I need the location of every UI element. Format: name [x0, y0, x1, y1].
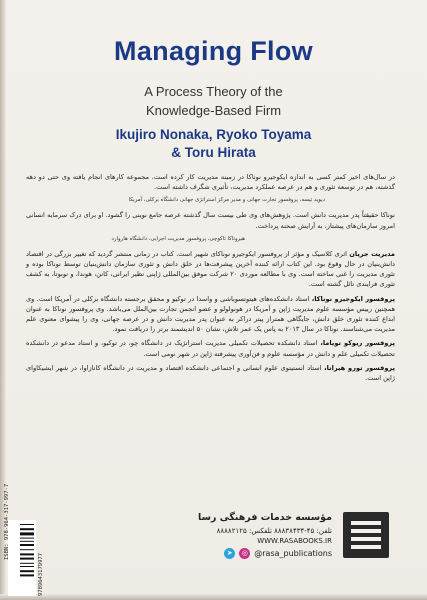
barcode-bar — [20, 570, 34, 572]
blurb-quote-source-1: دیوید تیسه، پروفسور تجارت جهانی و مدیر مرکز استراتژی جهانی دانشگاه برکلی، آمریکا — [128, 197, 325, 204]
logo-stripe — [351, 529, 381, 533]
blurb-paragraph-2: نوناکا حقیقتاً پدر مدیریت دانش است. پژوهش‌های وی طی بیست سال گذشته عرصه جامع نوینی را گشود. او برای درک سرمایه انسانی امروز سازمان‌های پیشتاز، به آرایش صحنه پرداخت. — [26, 211, 395, 230]
barcode-bar — [20, 544, 34, 546]
publisher-social-handle[interactable]: @rasa_publications — [254, 549, 332, 558]
barcode-bar — [20, 558, 34, 560]
publisher-social — [82, 548, 332, 559]
blurb-paragraph-1: در سال‌های اخیر کمتر کسی به اندازه ایکوجیرو نوناکا در زمینه مدیریت کار کرده است. مجموعه کارهای انجام یافته وی حتی دو دهه گذشته، هم در توسعه تئوری و هم در عرصه عملکرد مدیریت، تأثیری شگرف داشته است. — [26, 173, 395, 192]
blurb-paragraph-6 — [26, 363, 395, 383]
barcode-bars — [8, 520, 36, 596]
publisher-phone: تلفن: ۴۵-۸۸۸۳۸۴۳۴ تلفکس: ۸۸۸۸۲۱۲۵ — [216, 527, 332, 535]
blurb-label-4: پروفسور ایکوجیرو نوناکا، — [311, 294, 395, 303]
page-edge-bottom — [0, 594, 427, 600]
barcode-bar — [20, 563, 34, 564]
barcode-bar — [20, 566, 34, 567]
publisher-logo — [343, 512, 389, 558]
authors-line-1: Ikujiro Nonaka, Ryoko Toyama — [115, 127, 312, 142]
barcode-bar — [20, 532, 34, 535]
logo-stripe — [351, 521, 381, 525]
publisher-website[interactable]: WWW.RASABOOKS.IR — [257, 537, 332, 545]
blurb-text-3: اثری کلاسیک و مؤثر از پروفسور ایکوجیرو نوناکای شهیر است. کتاب در زمانی منتشر گردید که تغییر بزرگی در اقتصاد دانش‌بنیان در حال وقوع بود. این کتاب ارائه کننده آخرین پیشرفت‌ها در خلق دانش و تئوری سازمان دانش‌بنیان توسط نوناکا بوده و تئوری مدیریت را غنی ساخته است. وی با مطالعه موردی ۲۰ شرکت موفق بین‌المللی ژاپنی نظیر ایرانی، کانن، هوندا، و نوبوتا، به کشف تئوری فرایندی نائل گشته است. — [26, 249, 395, 289]
subtitle-line-1: A Process Theory of the — [144, 84, 283, 99]
barcode-bar — [20, 574, 34, 576]
subtitle-line-2: Knowledge-Based Firm — [145, 103, 282, 118]
barcode-digits: 9789643179977 — [38, 552, 44, 596]
book-subtitle — [0, 82, 427, 120]
blurb-paragraph-3 — [26, 249, 395, 290]
blurb-label-6: پروفسور تورو هیراتا، — [324, 363, 395, 372]
blurb-paragraph-5 — [26, 338, 395, 358]
blurb-text-4: استاد دانشکده‌های هیتوتسوباشی و واسدا در توکیو و محقق برجسته دانشگاه برکلی در آمریکا است. وی همچنین رییس مؤسسه علوم مدیریت ژاپن و آمریکا در هونولولو و عضو انجمن تجارت بین‌الملل می‌باشد. وی پروفسور نوناکا به عنوان ابداع کننده تئوری خلق دانش، جایگاهی همتراز پیتر دراکر به عنوان پدر مدیریت دانش و در عرصه جهانی، وی را پیشوای معنوی علم مدیریت می‌شناسند. نوناکا در سال ۲۰۱۳ به پاس یک عمر تلاش، نشان ۵۰ اندیشمند برتر را دریافت نمود. — [26, 294, 395, 334]
barcode-bar — [20, 538, 34, 539]
blurb-text — [26, 172, 395, 387]
blurb-label-5: پروفسور ریوکو تویاما، — [320, 339, 395, 348]
blurb-quote-source-2: هیروتاکا تاکوچی، پروفسور مدیریت اجرایی، دانشگاه هاروارد — [111, 235, 245, 242]
barcode-bar — [20, 553, 34, 555]
blurb-text-6: استاد انستیتوی علوم انسانی و اجتماعی دانشکده اقتصاد و مدیریت در دانشگاه کانازاوا، در شهر ایشیکاوای ژاپن است. — [26, 363, 395, 383]
barcode-bar — [20, 549, 34, 550]
publisher-info — [82, 512, 332, 559]
blurb-label-3: مدیریت جریان — [349, 249, 395, 258]
logo-stripe — [351, 545, 381, 549]
blurb-paragraph-4 — [26, 294, 395, 335]
book-authors — [0, 126, 427, 162]
authors-line-2: & Toru Hirata — [171, 145, 256, 160]
instagram-icon[interactable]: ◎ — [239, 548, 250, 559]
blurb-text-5: استاد دانشکده تحصیلات تکمیلی مدیریت استراتژیک در دانشگاه چو، در توکیو، و استاد مدعو در دانشکده تحصیلات تکمیلی علم و دانش در مؤسسه علوم و فن‌آوری پیشرفته ژاپن در شهر نومی است. — [26, 339, 395, 358]
telegram-icon[interactable]: ➤ — [224, 548, 235, 559]
isbn-text: ISBN: 978-964-317-997-7 — [4, 483, 10, 560]
barcode — [8, 520, 36, 596]
barcode-bar — [20, 528, 34, 530]
barcode-bar — [20, 541, 34, 542]
book-title: Managing Flow — [114, 36, 313, 66]
publisher-name: مؤسسه خدمات فرهنگی رسا — [198, 512, 332, 523]
barcode-bar — [20, 524, 34, 525]
logo-stripe — [351, 537, 381, 541]
